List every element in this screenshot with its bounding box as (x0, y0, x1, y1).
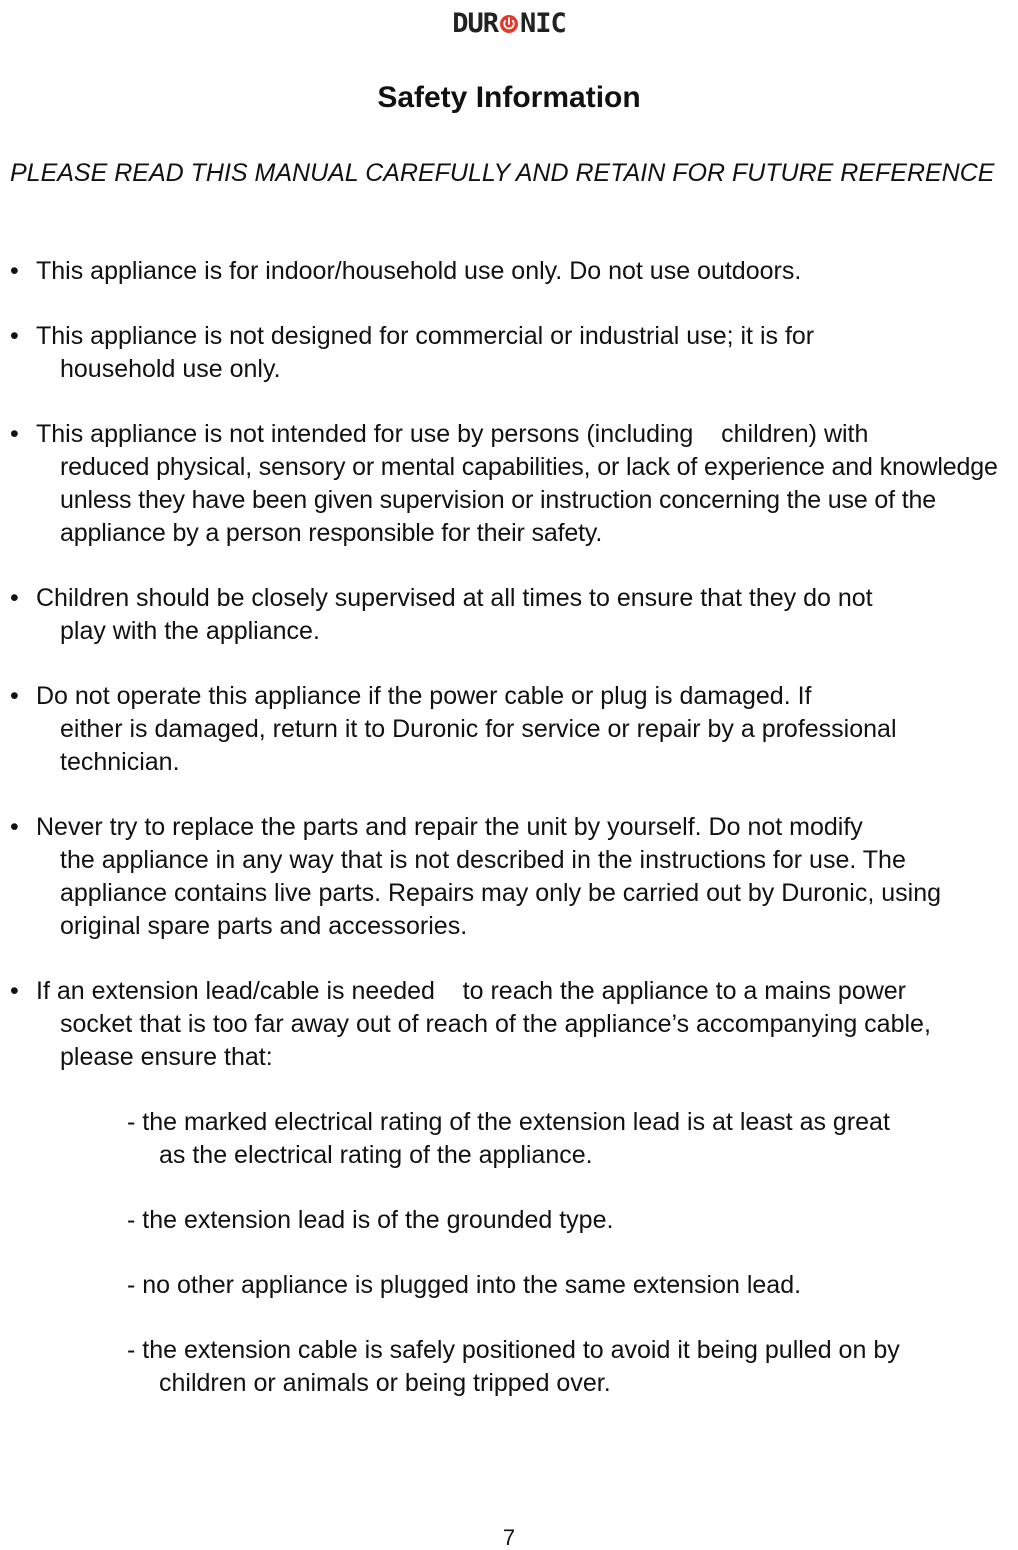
bullet-text-first: Do not operate this appliance if the power cable or plug is damaged. If (36, 682, 812, 710)
bullet-text-rest: the appliance in any way that is not described in the instructions for use. The appliance contains live parts. Repairs may only be carried out by Duronic, using original spare parts and accessories. (60, 846, 942, 940)
sub-item-first: - the marked electrical rating of the extension lead is at least as great (127, 1108, 890, 1136)
bullet-mark: • (10, 813, 19, 841)
extension-requirements-list (10, 1106, 1010, 1400)
bullet-text-first: This appliance is not designed for commercial or industrial use; it is for (36, 322, 815, 350)
bullet-text (36, 680, 1010, 779)
extension-requirement-item (127, 1269, 1010, 1302)
bullet-mark: • (10, 322, 19, 350)
bullet-text-first: This appliance is for indoor/household use only. Do not use outdoors. (36, 257, 802, 285)
bullet-text-first: This appliance is not intended for use by persons (including children) with (36, 420, 869, 448)
sub-item-rest: as the electrical rating of the appliance. (159, 1141, 593, 1169)
bullet-mark: • (10, 977, 19, 1005)
page-title: Safety Information (377, 81, 641, 114)
bullet-text-rest: household use only. (60, 355, 281, 383)
bullet-text-first: Children should be closely supervised at all times to ensure that they do not (36, 584, 873, 612)
sub-item-rest: children or animals or being tripped over. (159, 1369, 611, 1397)
bullet-mark: • (10, 420, 19, 448)
bullet-text-rest: play with the appliance. (60, 617, 320, 645)
bullet-text (36, 320, 1010, 386)
intro-notice: PLEASE READ THIS MANUAL CAREFULLY AND RETAIN FOR FUTURE REFERENCE (10, 159, 995, 187)
safety-bullet (10, 418, 1010, 550)
safety-bullet (10, 255, 1010, 288)
bullet-mark: • (10, 584, 19, 612)
power-icon (499, 14, 519, 34)
bullet-text-first: If an extension lead/cable is needed to reach the appliance to a mains power (36, 977, 907, 1005)
brand-logo-suffix: NIC (520, 8, 566, 39)
safety-bullet (10, 680, 1010, 779)
bullet-text (36, 811, 1010, 943)
bullet-text-rest: either is damaged, return it to Duronic for service or repair by a professional technician. (60, 715, 897, 776)
bullet-mark: • (10, 682, 19, 710)
safety-bullet (10, 582, 1010, 648)
bullet-text-first: Never try to replace the parts and repair the unit by yourself. Do not modify (36, 813, 863, 841)
sub-item-first: - no other appliance is plugged into the same extension lead. (127, 1271, 802, 1299)
bullet-text (36, 255, 1010, 288)
extension-requirement-item (127, 1106, 1010, 1172)
sub-item-first: - the extension cable is safely positioned to avoid it being pulled on by (127, 1336, 900, 1364)
bullet-text-rest: socket that is too far away out of reach of the appliance’s accompanying cable, please ensure that: (60, 1010, 931, 1071)
bullet-mark: • (10, 257, 19, 285)
sub-item-first: - the extension lead is of the grounded type. (127, 1206, 614, 1234)
safety-content (10, 255, 1010, 1432)
extension-requirement-item (127, 1334, 1010, 1400)
bullet-text (36, 582, 1010, 648)
safety-bullet (10, 320, 1010, 386)
safety-bullet (10, 811, 1010, 943)
extension-requirement-item (127, 1204, 1010, 1237)
bullet-text (36, 418, 1010, 550)
brand-logo (0, 8, 1018, 40)
safety-bullet (10, 975, 1010, 1074)
bullet-text (36, 975, 1010, 1074)
page-number: 7 (502, 1525, 516, 1550)
bullet-text-rest: reduced physical, sensory or mental capabilities, or lack of experience and knowledge unless they have been given supervision or instruction concerning the use of the appliance by a person responsible for their safety. (60, 453, 998, 547)
brand-logo-prefix: DUR (452, 8, 498, 39)
